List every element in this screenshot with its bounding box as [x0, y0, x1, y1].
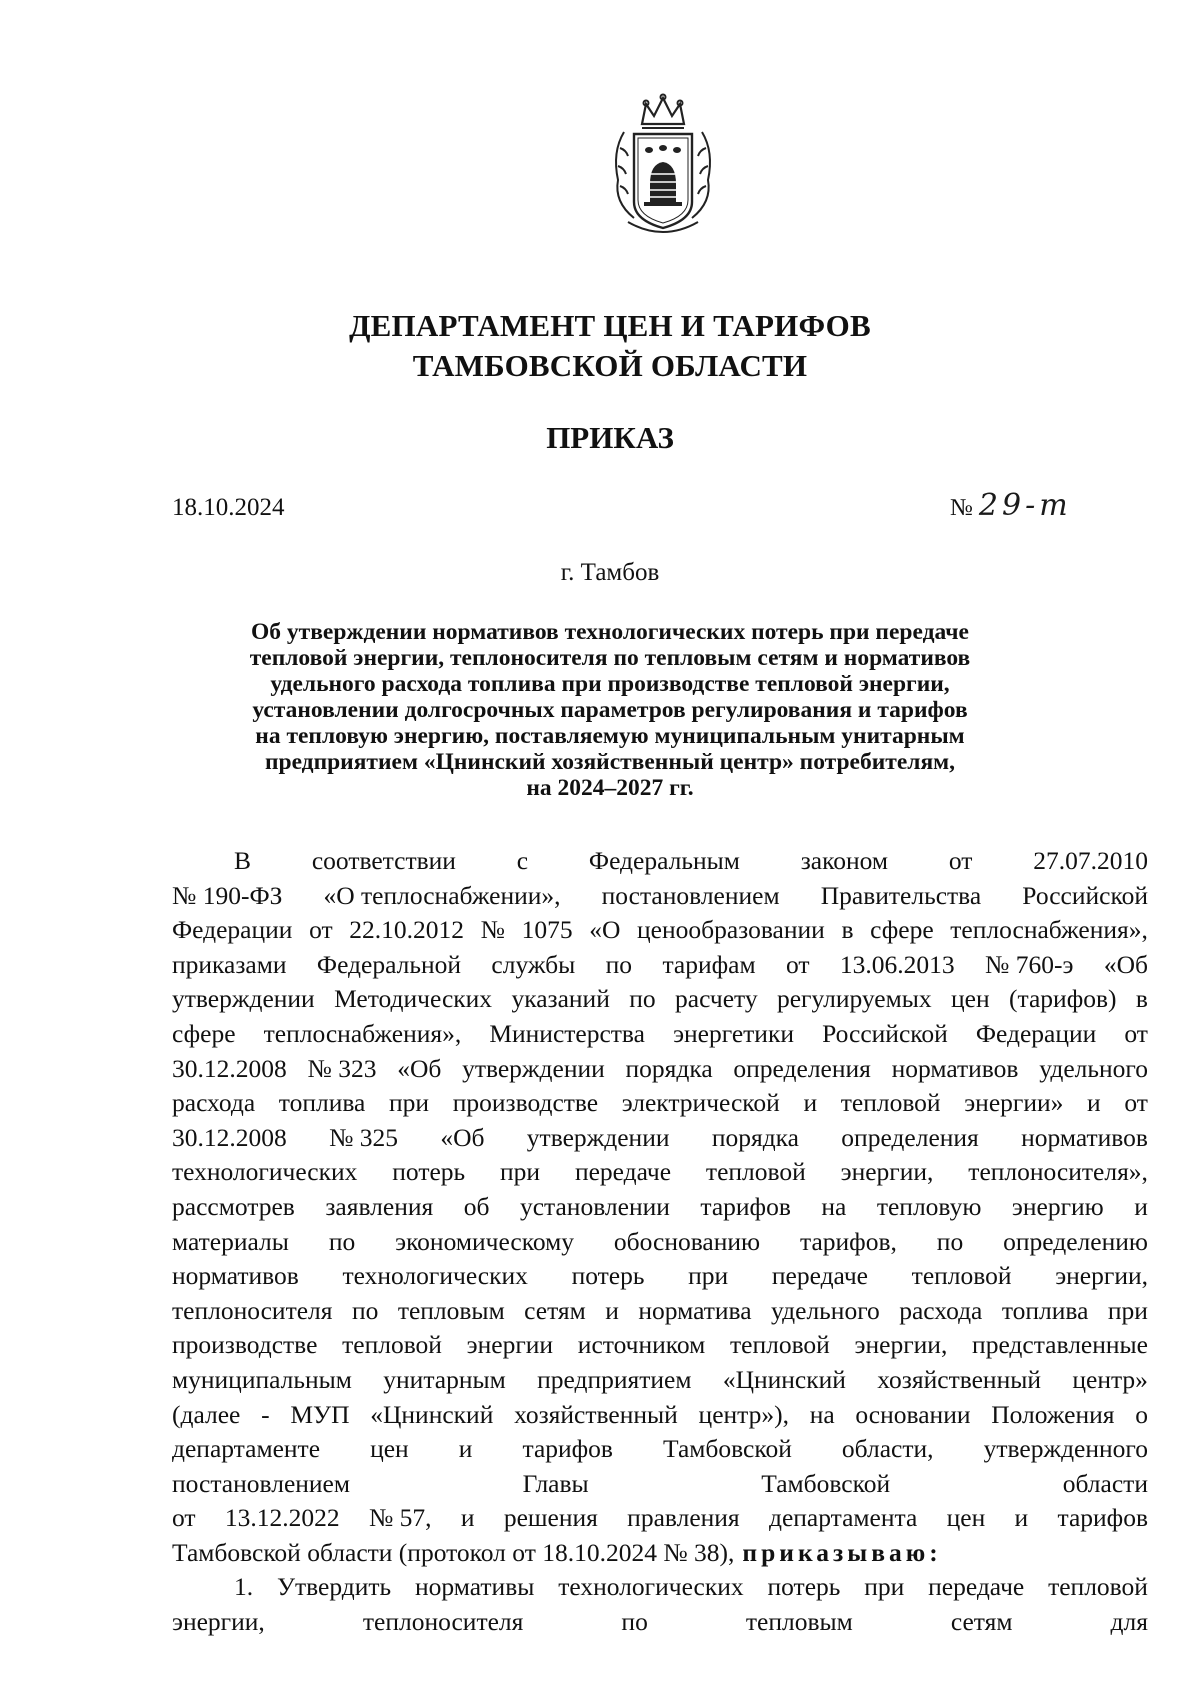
- body-line: [172, 1432, 1148, 1467]
- body-word: топлива: [278, 1088, 366, 1118]
- body-word: № 325: [329, 1122, 399, 1152]
- body-word: по: [605, 949, 633, 979]
- body-word: «Об: [397, 1053, 442, 1083]
- body-word: обоснованию: [613, 1226, 761, 1256]
- body-word: Российской: [822, 1018, 948, 1048]
- body-word: соответствии: [311, 846, 456, 875]
- body-word: от: [785, 949, 810, 979]
- body-word: 13.12.2022: [224, 1503, 340, 1533]
- department-name-line2: ТАМБОВСКОЙ ОБЛАСТИ: [412, 348, 808, 383]
- body-word: при: [389, 1088, 430, 1118]
- body-word: норматива: [638, 1295, 752, 1325]
- body-line: [172, 1155, 1148, 1190]
- body-word: теплоносителя»,: [968, 1157, 1148, 1187]
- body-word: нормативов: [172, 1261, 299, 1291]
- body-word: от: [1124, 1088, 1148, 1118]
- body-word: энергии,: [840, 1157, 934, 1187]
- body-word: тарифов,: [800, 1226, 897, 1256]
- body-word: 1.: [234, 1572, 254, 1602]
- body-word: тепловой: [729, 1330, 830, 1360]
- body-word: энергии,: [854, 1330, 948, 1360]
- department-name: [250, 306, 970, 386]
- body-word: передаче: [928, 1572, 1025, 1602]
- body-word: № 190-ФЗ: [172, 880, 283, 910]
- body-word: правления: [627, 1503, 740, 1533]
- body-word: тепловой: [911, 1261, 1012, 1291]
- body-word: по: [936, 1226, 964, 1256]
- body-word: энергию: [1011, 1191, 1104, 1221]
- body-word: теплоснабжения»,: [263, 1018, 462, 1048]
- body-word: «О теплоснабжении»,: [323, 880, 561, 910]
- subject-line: предприятием «Цнинский хозяйственный центр» потребителям,: [264, 749, 956, 775]
- body-word: по: [629, 984, 656, 1014]
- body-word: тепловым: [745, 1607, 853, 1637]
- subject-line: установлении долгосрочных параметров регулирования и тарифов: [252, 697, 968, 723]
- body-word: порядка: [625, 1053, 713, 1083]
- body-word: тепловой: [342, 1330, 442, 1360]
- body-word: № 760-э: [985, 949, 1074, 979]
- body-word: о: [1135, 1399, 1148, 1429]
- body-word: «О: [589, 915, 621, 945]
- body-line: [172, 1225, 1148, 1260]
- body-word: № 323: [307, 1053, 377, 1083]
- body-word: и: [803, 1088, 818, 1118]
- body-word: тарифов: [522, 1434, 613, 1464]
- body-word: по: [351, 1295, 379, 1325]
- body-word: 13.06.2013: [839, 949, 955, 979]
- document-type: ПРИКАЗ: [546, 420, 674, 455]
- body-word: и: [1087, 1088, 1101, 1118]
- body-word: энергии: [466, 1330, 554, 1360]
- order-body: [172, 844, 1148, 1640]
- body-line: [172, 879, 1148, 914]
- body-word: Тамбовской: [663, 1434, 792, 1464]
- body-word: законом: [800, 846, 889, 875]
- body-word: центр»: [1072, 1364, 1148, 1394]
- body-word: тепловым: [397, 1295, 505, 1325]
- body-word: расхода: [172, 1088, 256, 1118]
- body-word: постановлением: [601, 880, 780, 910]
- body-word: «Цнинский: [370, 1399, 494, 1429]
- body-word: экономическому: [395, 1226, 574, 1256]
- body-word: заявления: [325, 1191, 434, 1221]
- body-word: 30.12.2008: [172, 1053, 287, 1083]
- body-word: энергии»: [964, 1088, 1064, 1118]
- body-word: Утвердить: [276, 1572, 392, 1602]
- body-line: [172, 1086, 1148, 1121]
- body-word: 30.12.2008: [172, 1122, 287, 1152]
- body-word: материалы: [172, 1226, 289, 1256]
- body-line: [172, 982, 1148, 1017]
- coat-of-arms-emblem: [604, 92, 722, 242]
- subject-line: Об утверждении нормативов технологических потерь при передаче: [251, 619, 969, 645]
- body-word: технологических: [342, 1261, 528, 1291]
- body-word: потерь: [392, 1157, 466, 1187]
- body-word: электрической: [621, 1088, 780, 1118]
- body-word: и: [605, 1295, 619, 1325]
- body-word: топлива: [1001, 1295, 1089, 1325]
- body-word: по: [328, 1226, 356, 1256]
- body-word: удельного: [771, 1295, 880, 1325]
- body-word: и: [458, 1434, 473, 1464]
- body-word: утверждении: [462, 1053, 605, 1083]
- body-word: Тамбовской: [761, 1468, 891, 1498]
- body-word: «Об: [440, 1122, 485, 1152]
- body-word: потерь: [571, 1261, 645, 1291]
- body-word: №: [480, 915, 505, 945]
- body-word: сетям: [524, 1295, 586, 1325]
- order-city: г. Тамбов: [560, 559, 660, 586]
- body-word: Федерации: [172, 915, 293, 945]
- body-word: от: [948, 846, 973, 875]
- body-word: установлении: [519, 1191, 670, 1221]
- body-word: расхода: [899, 1295, 983, 1325]
- body-word: Российской: [1022, 880, 1148, 910]
- body-word: об: [463, 1191, 490, 1221]
- body-word: сфере: [870, 915, 934, 945]
- preamble-end-text: Тамбовской области (протокол от 18.10.2024 № 38),: [172, 1537, 735, 1567]
- body-word: в: [841, 915, 854, 945]
- body-line: [172, 844, 1148, 879]
- body-line: [172, 913, 1148, 948]
- subject-line: тепловой энергии, теплоносителя по тепловым сетям и нормативов: [249, 645, 971, 671]
- body-word: цен: [370, 1434, 409, 1464]
- body-word: от: [172, 1503, 196, 1533]
- body-line: [172, 1121, 1148, 1156]
- body-word: центр»),: [698, 1399, 789, 1429]
- body-word: и: [1014, 1503, 1029, 1533]
- body-word: сетям: [950, 1607, 1013, 1637]
- coat-of-arms-icon: [604, 92, 722, 242]
- body-word: -: [261, 1399, 270, 1429]
- body-line: [172, 948, 1148, 983]
- body-word: теплоснабжения»,: [950, 915, 1148, 945]
- body-word: передаче: [574, 1157, 672, 1187]
- body-word: представленные: [972, 1330, 1148, 1360]
- body-word: тепловой: [840, 1088, 941, 1118]
- body-word: № 57,: [368, 1503, 432, 1533]
- body-word: технологических: [172, 1157, 358, 1187]
- body-word: на: [809, 1399, 835, 1429]
- body-word: «Цнинский: [722, 1364, 846, 1394]
- body-word: для: [1110, 1607, 1148, 1637]
- body-line: [172, 1398, 1148, 1433]
- body-word: приказами: [172, 949, 287, 979]
- body-word: удельного: [1039, 1053, 1148, 1083]
- body-word: определения: [733, 1053, 871, 1083]
- order-number: [950, 488, 1072, 526]
- body-word: технологических: [558, 1572, 744, 1602]
- body-word: тепловой: [705, 1157, 806, 1187]
- body-word: унитарным: [383, 1364, 506, 1394]
- body-word: расчету: [675, 984, 758, 1014]
- command-word: приказываю:: [742, 1537, 942, 1567]
- body-word: утверждении: [526, 1122, 670, 1152]
- body-line: [172, 1467, 1148, 1502]
- body-word: тарифов: [1057, 1503, 1148, 1533]
- body-line: [172, 1052, 1148, 1087]
- body-word: цен: [951, 984, 990, 1014]
- body-line: [172, 1605, 1148, 1640]
- body-word: и: [1134, 1191, 1148, 1221]
- body-word: энергии,: [172, 1607, 265, 1637]
- body-word: рассмотрев: [172, 1191, 295, 1221]
- body-word: тарифам: [662, 949, 756, 979]
- body-word: от: [1124, 1018, 1148, 1048]
- body-word: «Об: [1103, 949, 1148, 979]
- body-word: энергии,: [1055, 1261, 1148, 1291]
- body-word: источником: [577, 1330, 706, 1360]
- body-word: энергетики: [673, 1018, 794, 1048]
- body-word: 22.10.2012: [349, 915, 464, 945]
- body-word: тарифов: [700, 1191, 791, 1221]
- body-word: теплоносителя: [362, 1607, 524, 1637]
- handwritten-number: 29-т: [978, 488, 1072, 523]
- body-word: при: [864, 1572, 905, 1602]
- body-word: при: [1107, 1295, 1148, 1325]
- body-word: (тарифов): [1009, 984, 1117, 1014]
- body-word: хозяйственный: [514, 1399, 678, 1429]
- body-word: регулируемых: [776, 984, 932, 1014]
- body-word: Правительства: [820, 880, 982, 910]
- body-word: Положения: [991, 1399, 1115, 1429]
- body-word: от: [309, 915, 333, 945]
- body-word: тепловой: [1048, 1572, 1148, 1602]
- body-word: нормативы: [415, 1572, 535, 1602]
- body-line-final: [172, 1536, 1148, 1571]
- body-word: теплоносителя: [172, 1295, 333, 1325]
- body-word: тепловую: [876, 1191, 982, 1221]
- body-word: потерь: [767, 1572, 841, 1602]
- body-word: решения: [503, 1503, 598, 1533]
- body-word: Федеральным: [588, 846, 740, 875]
- body-word: 1075: [521, 915, 573, 945]
- body-word: цен: [946, 1503, 986, 1533]
- body-word: при: [688, 1261, 729, 1291]
- body-word: на: [821, 1191, 847, 1221]
- body-word: муниципальным: [172, 1364, 352, 1394]
- subject-line: на тепловую энергию, поставляемую муниципальным унитарным: [255, 723, 965, 749]
- body-word: департамента: [768, 1503, 918, 1533]
- body-word: постановлением: [172, 1468, 351, 1498]
- body-word: Главы: [522, 1468, 589, 1498]
- body-word: при: [500, 1157, 541, 1187]
- body-word: В: [234, 846, 252, 875]
- body-word: нормативов: [1021, 1122, 1148, 1152]
- body-line: [172, 1190, 1148, 1225]
- body-word: ценообразовании: [637, 915, 825, 945]
- body-word: Федерации: [975, 1018, 1097, 1048]
- body-word: предприятием: [537, 1364, 692, 1394]
- body-word: Министерства: [489, 1018, 645, 1048]
- order-subject: [205, 619, 1015, 801]
- body-word: области: [1062, 1468, 1148, 1498]
- body-word: по: [621, 1607, 648, 1637]
- body-word: указаний: [511, 984, 610, 1014]
- body-word: сфере: [172, 1018, 236, 1048]
- body-line: [172, 1570, 1148, 1605]
- body-word: службы: [491, 949, 576, 979]
- body-word: утвержденного: [983, 1434, 1148, 1464]
- body-line: [172, 1259, 1148, 1294]
- number-sign: №: [950, 495, 973, 521]
- body-word: утверждении: [172, 984, 315, 1014]
- body-word: производстве: [172, 1330, 318, 1360]
- subject-line: удельного расхода топлива при производстве тепловой энергии,: [270, 671, 950, 697]
- body-word: передаче: [771, 1261, 868, 1291]
- body-line: [172, 1017, 1148, 1052]
- body-line: [172, 1328, 1148, 1363]
- body-line: [172, 1294, 1148, 1329]
- body-word: определению: [1003, 1226, 1148, 1256]
- body-word: производстве: [452, 1088, 599, 1118]
- order-date: 18.10.2024: [172, 494, 285, 521]
- body-word: определения: [841, 1122, 979, 1152]
- subject-line: на 2024–2027 гг.: [526, 775, 694, 801]
- body-word: нормативов: [891, 1053, 1019, 1083]
- body-line: [172, 1363, 1148, 1398]
- body-word: с: [516, 846, 529, 875]
- body-word: области,: [841, 1434, 934, 1464]
- body-word: Методических: [334, 984, 493, 1014]
- body-word: порядка: [711, 1122, 799, 1152]
- body-word: департаменте: [172, 1434, 321, 1464]
- body-word: МУП: [290, 1399, 350, 1429]
- body-word: 27.07.2010: [1033, 846, 1148, 875]
- department-name-line1: ДЕПАРТАМЕНТ ЦЕН И ТАРИФОВ: [349, 308, 871, 343]
- body-word: основании: [855, 1399, 971, 1429]
- body-word: и: [460, 1503, 475, 1533]
- body-word: (далее: [172, 1399, 241, 1429]
- body-line: [172, 1501, 1148, 1536]
- body-word: в: [1135, 984, 1148, 1014]
- body-word: хозяйственный: [877, 1364, 1042, 1394]
- body-word: Федеральной: [316, 949, 462, 979]
